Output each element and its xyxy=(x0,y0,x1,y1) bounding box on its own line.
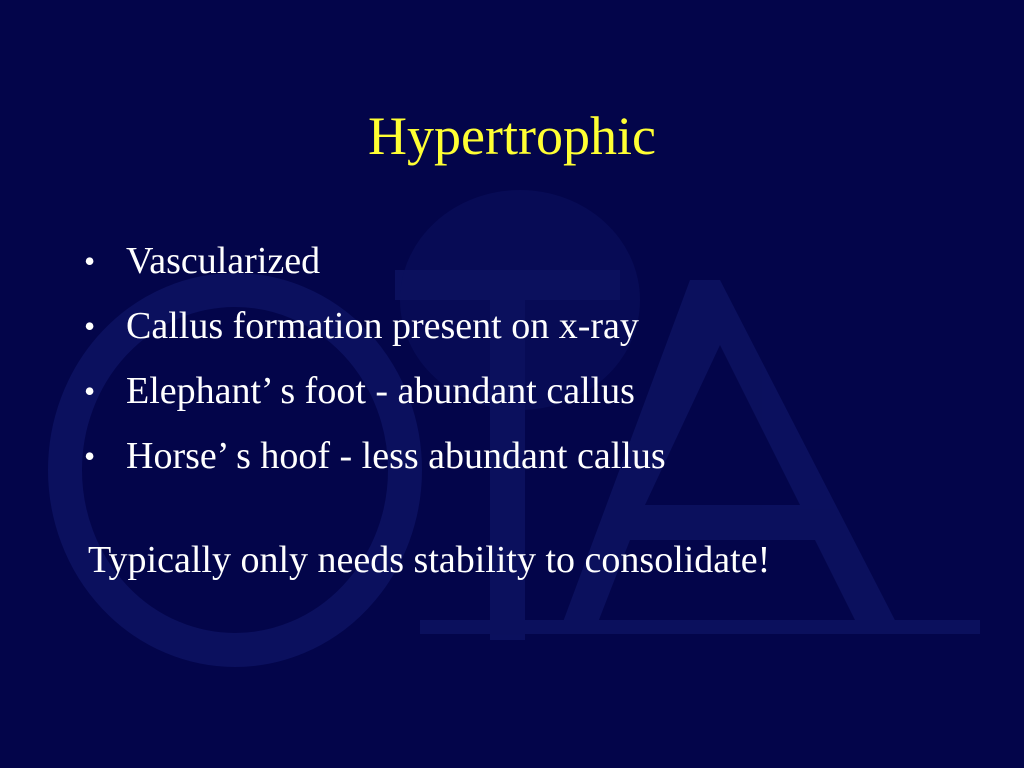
list-item xyxy=(84,423,666,488)
closing-statement: Typically only needs stability to consolidate! xyxy=(88,539,771,581)
bullet-icon: • xyxy=(84,242,96,279)
bullet-text: Horse’ s hoof - less abundant callus xyxy=(126,434,666,477)
bullet-text: Elephant’ s foot - abundant callus xyxy=(126,369,635,412)
slide-title: Hypertrophic xyxy=(368,106,656,166)
list-item xyxy=(84,228,666,293)
list-item xyxy=(84,358,666,423)
watermark-baseline xyxy=(420,620,980,634)
bullet-list xyxy=(84,228,666,488)
list-item xyxy=(84,293,666,358)
bullet-icon: • xyxy=(84,372,96,409)
bullet-text: Callus formation present on x-ray xyxy=(126,304,639,347)
bullet-icon: • xyxy=(84,307,96,344)
bullet-icon: • xyxy=(84,437,96,474)
bullet-text: Vascularized xyxy=(126,239,321,282)
